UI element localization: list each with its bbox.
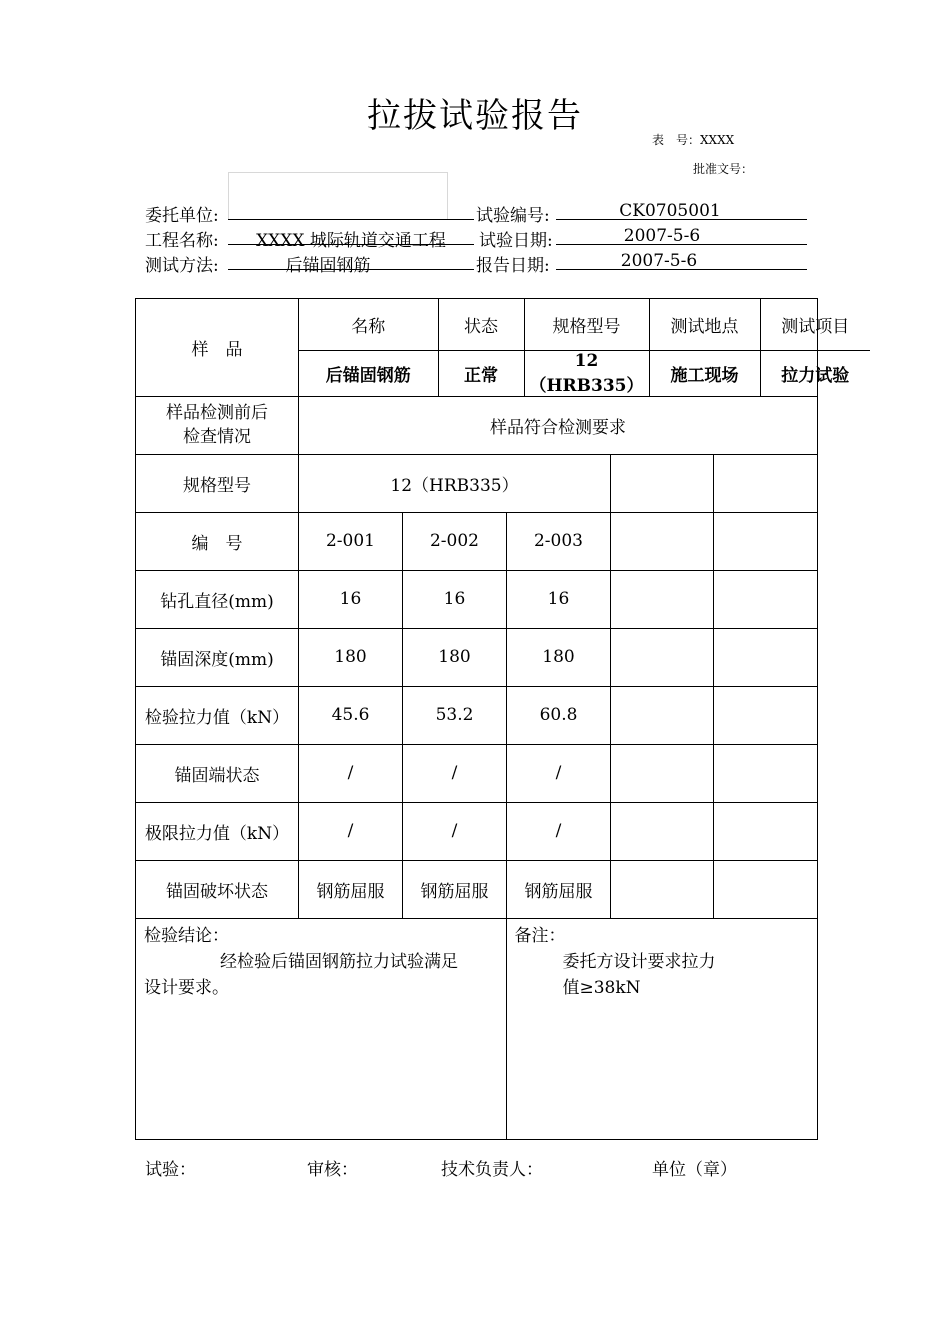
- remarks-label: 备注：: [514, 925, 566, 946]
- conclusion-label: 检验结论：: [144, 925, 229, 946]
- tester-signature: 试验：: [145, 1160, 196, 1180]
- table-row: [136, 570, 818, 628]
- row-value: 60.8: [507, 686, 611, 744]
- method-value: 后锚固钢筋: [285, 256, 371, 276]
- inspection-label-line2: 检查情况: [183, 427, 251, 447]
- row-empty: [714, 860, 818, 918]
- row-empty: [611, 512, 714, 570]
- table-row: [136, 512, 818, 570]
- conclusion-block: [136, 919, 506, 1139]
- spec-empty-1: [611, 454, 714, 512]
- row-value: 180: [403, 628, 507, 686]
- report-date-value: 2007-5-6: [620, 251, 698, 271]
- row-value: /: [299, 744, 403, 802]
- sample-value-location: 施工现场: [649, 350, 760, 396]
- row-value: /: [507, 744, 611, 802]
- row-value: 45.6: [299, 686, 403, 744]
- row-empty: [611, 686, 714, 744]
- row-value: 16: [507, 570, 611, 628]
- sample-label: 样 品: [136, 299, 299, 397]
- row-empty: [611, 628, 714, 686]
- form-number: 表 号：XXXX: [652, 133, 735, 147]
- conclusion-subtable: [136, 919, 818, 1139]
- test-number-label: 试验编号:: [476, 206, 550, 226]
- project-label: 工程名称:: [145, 231, 219, 251]
- sample-header-spec: 规格型号: [524, 299, 649, 350]
- row-empty: [714, 802, 818, 860]
- table-row: [136, 744, 818, 802]
- row-label: 编 号: [136, 512, 299, 570]
- row-empty: [611, 860, 714, 918]
- row-value: 16: [299, 570, 403, 628]
- sample-subtable: [299, 299, 870, 396]
- table-row: [136, 628, 818, 686]
- row-value: 16: [403, 570, 507, 628]
- client-underline: [228, 219, 474, 220]
- row-empty: [611, 570, 714, 628]
- row-empty: [714, 744, 818, 802]
- table-row: [136, 686, 818, 744]
- row-value: 180: [299, 628, 403, 686]
- tech-lead-signature: 技术负责人：: [441, 1160, 543, 1180]
- conclusion-line1: 经检验后锚固钢筋拉力试验满足: [220, 951, 458, 972]
- table-row: [136, 802, 818, 860]
- inspection-label: [136, 396, 299, 454]
- row-label: 锚固破坏状态: [136, 860, 299, 918]
- conclusion-cell: [136, 918, 818, 1139]
- row-label: 检验拉力值（kN）: [136, 686, 299, 744]
- sample-header-status: 状态: [438, 299, 524, 350]
- unit-seal: 单位（章）: [652, 1160, 737, 1180]
- row-value: /: [507, 802, 611, 860]
- row-empty: [714, 628, 818, 686]
- sample-header-location: 测试地点: [649, 299, 760, 350]
- client-field-box: [228, 172, 448, 219]
- row-label: 钻孔直径(mm): [136, 570, 299, 628]
- row-value: /: [403, 744, 507, 802]
- row-label: 极限拉力值（kN）: [136, 802, 299, 860]
- test-date-value: 2007-5-6: [623, 226, 701, 246]
- spec-value: 12（HRB335）: [299, 454, 611, 512]
- report-table: [135, 298, 850, 1140]
- report-date-label: 报告日期:: [476, 256, 550, 276]
- remarks-block: [506, 919, 818, 1139]
- inspection-label-line1: 样品检测前后: [166, 403, 268, 423]
- sample-info-cell: [299, 299, 850, 397]
- test-number-value: CK0705001: [619, 201, 721, 221]
- sample-header-item: 测试项目: [760, 299, 870, 350]
- row-value: 2-002: [403, 512, 507, 570]
- spec-label: 规格型号: [136, 454, 299, 512]
- row-value: 180: [507, 628, 611, 686]
- row-value: 钢筋屈服: [507, 860, 611, 918]
- page-title: 拉拔试验报告: [367, 96, 583, 136]
- remarks-line1: 委托方设计要求拉力: [562, 951, 716, 972]
- table-row: [136, 860, 818, 918]
- row-empty: [611, 744, 714, 802]
- sample-header-name: 名称: [299, 299, 438, 350]
- row-value: 2-003: [507, 512, 611, 570]
- row-empty: [611, 802, 714, 860]
- approval-number: 批准文号：: [693, 162, 754, 176]
- row-value: /: [299, 802, 403, 860]
- row-value: /: [403, 802, 507, 860]
- remarks-line2: 值≥38kN: [562, 977, 641, 998]
- row-value: 53.2: [403, 686, 507, 744]
- row-empty: [714, 570, 818, 628]
- project-value: XXXX 城际轨道交通工程: [256, 231, 446, 251]
- conclusion-line2: 设计要求。: [144, 977, 229, 998]
- sample-value-spec: 12（HRB335）: [524, 350, 649, 396]
- row-label: 锚固端状态: [136, 744, 299, 802]
- client-label: 委托单位:: [145, 206, 219, 226]
- inspection-value: 样品符合检测要求: [299, 396, 818, 454]
- spec-empty-2: [714, 454, 818, 512]
- sample-value-name: 后锚固钢筋: [299, 350, 438, 396]
- row-empty: [714, 512, 818, 570]
- row-empty: [714, 686, 818, 744]
- test-date-label: 试验日期:: [479, 231, 553, 251]
- row-label: 锚固深度(mm): [136, 628, 299, 686]
- sample-value-status: 正常: [438, 350, 524, 396]
- method-label: 测试方法:: [145, 256, 219, 276]
- row-value: 钢筋屈服: [403, 860, 507, 918]
- row-value: 2-001: [299, 512, 403, 570]
- row-value: 钢筋屈服: [299, 860, 403, 918]
- sample-value-item: 拉力试验: [760, 350, 870, 396]
- reviewer-signature: 审核：: [307, 1160, 358, 1180]
